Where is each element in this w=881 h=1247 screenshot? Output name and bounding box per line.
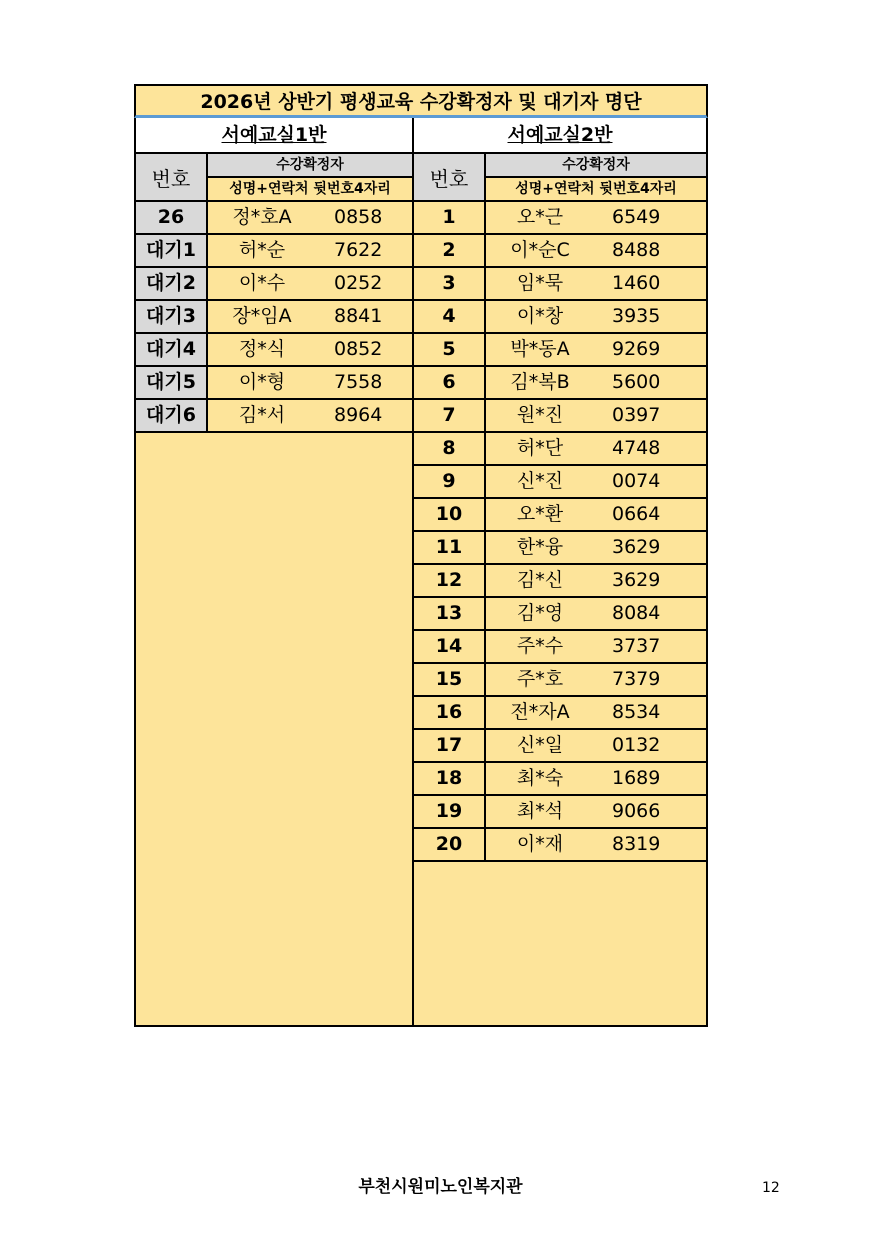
empty-area [414, 862, 706, 1027]
table-row [414, 796, 706, 829]
class-2-header [414, 154, 706, 202]
table-row [136, 334, 412, 367]
table-row [414, 301, 706, 334]
phone-last4: 8534 [612, 701, 661, 723]
row-number: 11 [414, 532, 486, 563]
phone-last4: 3629 [612, 569, 661, 591]
phone-last4: 8488 [612, 239, 661, 261]
student-name: 허*순 [238, 239, 286, 261]
table-row [136, 202, 412, 235]
page-number: 12 [762, 1180, 780, 1196]
phone-last4: 4748 [612, 437, 661, 459]
phone-last4: 7558 [334, 371, 383, 393]
row-number: 10 [414, 499, 486, 530]
phone-last4: 8319 [612, 833, 661, 855]
table-row [136, 301, 412, 334]
row-number: 대기4 [136, 334, 208, 365]
row-number: 3 [414, 268, 486, 299]
row-number: 16 [414, 697, 486, 728]
student-name: 최*숙 [516, 767, 564, 789]
table-row [136, 235, 412, 268]
class-2-name: 서예교실2반 [414, 118, 706, 154]
table-row [414, 400, 706, 433]
table-row [136, 400, 412, 433]
empty-area [136, 433, 412, 1027]
phone-last4: 8964 [334, 404, 383, 426]
student-name: 이*창 [516, 305, 564, 327]
phone-last4: 9269 [612, 338, 661, 360]
table-row [414, 268, 706, 301]
table-row [414, 433, 706, 466]
phone-last4: 0858 [334, 206, 383, 228]
student-name: 박*동A [510, 338, 570, 360]
student-name: 김*서 [238, 404, 286, 426]
row-number: 26 [136, 202, 208, 233]
student-name: 전*자A [510, 701, 570, 723]
phone-last4: 6549 [612, 206, 661, 228]
class-1-column [134, 118, 414, 1027]
student-name: 김*신 [516, 569, 564, 591]
phone-last4: 3737 [612, 635, 661, 657]
student-name: 한*융 [516, 536, 564, 558]
student-name: 장*임A [232, 305, 292, 327]
row-number: 대기3 [136, 301, 208, 332]
phone-last4: 8084 [612, 602, 661, 624]
table-row [136, 268, 412, 301]
row-number: 9 [414, 466, 486, 497]
student-name: 김*영 [516, 602, 564, 624]
phone-last4: 3629 [612, 536, 661, 558]
student-name: 임*묵 [516, 272, 564, 294]
header-num: 번호 [414, 154, 486, 200]
row-number: 12 [414, 565, 486, 596]
table-row [414, 235, 706, 268]
student-name: 이*순C [510, 239, 570, 261]
table-row [414, 334, 706, 367]
roster-sheet [134, 84, 708, 1027]
student-name: 오*환 [516, 503, 564, 525]
table-row [414, 466, 706, 499]
row-number: 1 [414, 202, 486, 233]
student-name: 최*석 [516, 800, 564, 822]
class-1-header [136, 154, 412, 202]
student-name: 이*재 [516, 833, 564, 855]
student-name: 주*호 [516, 668, 564, 690]
row-number: 대기5 [136, 367, 208, 398]
row-number: 2 [414, 235, 486, 266]
header-confirmed: 수강확정자 [208, 154, 412, 178]
student-name: 이*형 [238, 371, 286, 393]
phone-last4: 0852 [334, 338, 383, 360]
row-number: 7 [414, 400, 486, 431]
class-2-column [414, 118, 708, 1027]
header-num: 번호 [136, 154, 208, 200]
student-name: 신*진 [516, 470, 564, 492]
phone-last4: 7622 [334, 239, 383, 261]
student-name: 정*식 [238, 338, 286, 360]
row-number: 대기2 [136, 268, 208, 299]
class-1-name: 서예교실1반 [136, 118, 412, 154]
table-row [414, 829, 706, 862]
row-number: 13 [414, 598, 486, 629]
student-name: 주*수 [516, 635, 564, 657]
row-number: 19 [414, 796, 486, 827]
student-name: 허*단 [516, 437, 564, 459]
footer-org: 부천시원미노인복지관 [358, 1177, 523, 1197]
page-title: 2026년 상반기 평생교육 수강확정자 및 대기자 명단 [134, 84, 708, 118]
student-name: 김*복B [510, 371, 570, 393]
row-number: 18 [414, 763, 486, 794]
table-row [414, 565, 706, 598]
phone-last4: 0664 [612, 503, 661, 525]
table-row [414, 631, 706, 664]
row-number: 6 [414, 367, 486, 398]
student-name: 오*근 [516, 206, 564, 228]
table-row [414, 664, 706, 697]
table-row [414, 598, 706, 631]
row-number: 4 [414, 301, 486, 332]
row-number: 대기1 [136, 235, 208, 266]
header-detail: 성명+연락처 뒷번호4자리 [486, 178, 706, 200]
row-number: 5 [414, 334, 486, 365]
phone-last4: 7379 [612, 668, 661, 690]
table-row [414, 763, 706, 796]
row-number: 14 [414, 631, 486, 662]
student-name: 이*수 [238, 272, 286, 294]
phone-last4: 0074 [612, 470, 661, 492]
phone-last4: 0252 [334, 272, 383, 294]
table-row [414, 697, 706, 730]
phone-last4: 0397 [612, 404, 661, 426]
phone-last4: 3935 [612, 305, 661, 327]
row-number: 8 [414, 433, 486, 464]
header-detail: 성명+연락처 뒷번호4자리 [208, 178, 412, 200]
student-name: 정*호A [232, 206, 292, 228]
table-row [414, 532, 706, 565]
phone-last4: 5600 [612, 371, 661, 393]
phone-last4: 8841 [334, 305, 383, 327]
table-row [414, 367, 706, 400]
table-row [414, 202, 706, 235]
table-row [136, 367, 412, 400]
row-number: 대기6 [136, 400, 208, 431]
phone-last4: 0132 [612, 734, 661, 756]
table-row [414, 499, 706, 532]
phone-last4: 1460 [612, 272, 661, 294]
phone-last4: 1689 [612, 767, 661, 789]
row-number: 20 [414, 829, 486, 860]
phone-last4: 9066 [612, 800, 661, 822]
table-row [414, 730, 706, 763]
row-number: 17 [414, 730, 486, 761]
student-name: 원*진 [516, 404, 564, 426]
row-number: 15 [414, 664, 486, 695]
student-name: 신*일 [516, 734, 564, 756]
header-confirmed: 수강확정자 [486, 154, 706, 178]
